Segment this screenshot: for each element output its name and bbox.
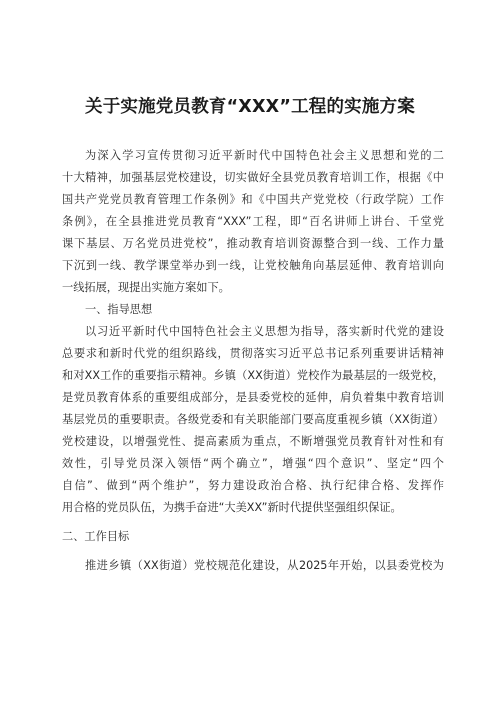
- paragraph-line: 以习近平新时代中国特色社会主义思想为指导，落实新时代党的建设: [85, 325, 444, 338]
- paragraph-line: 课下基层、万名党员进党校”，推动教育培训资源整合到一线、工作力量: [62, 237, 444, 250]
- paragraph-line: 自信”、做到“两个维护”，努力建设政治合格、执行纪律合格、发挥作: [62, 479, 444, 492]
- paragraph-line: 是党员教育体系的重要组成部分，是县委党校的延伸，肩负着集中教育培训: [62, 391, 444, 404]
- paragraph-line: 总要求和新时代党的组织路线，贯彻落实习近平总书记系列重要讲话精神: [62, 347, 444, 360]
- paragraph-line: 一线拓展，现提出实施方案如下。: [62, 281, 230, 294]
- section-heading: 二、工作目标: [62, 530, 130, 543]
- paragraph-line: 基层党员的重要职责。各级党委和有关职能部门要高度重视乡镇（XX街道）: [62, 413, 444, 426]
- paragraph-line: 推进乡镇（XX街道）党校规范化建设，从2025年开始，以县委党校为: [85, 559, 444, 572]
- paragraph-line: 为深入学习宣传贯彻习近平新时代中国特色社会主义思想和党的二: [85, 149, 444, 162]
- document-title: 关于实施党员教育“XXX”工程的实施方案: [85, 97, 415, 117]
- paragraph-line: 效性，引导党员深入领悟“两个确立”，增强“四个意识”、坚定“四个: [62, 457, 444, 470]
- paragraph-line: 下沉到一线、教学课堂举办到一线，让党校触角向基层延伸、教育培训向: [62, 259, 444, 272]
- paragraph-line: 用合格的党员队伍，为携手奋进“大美XX”新时代提供坚强组织保证。: [62, 501, 402, 514]
- section-heading: 一、指导思想: [85, 303, 153, 316]
- paragraph-line: 党校建设，以增强党性、提高素质为重点，不断增强党员教育针对性和有: [62, 435, 444, 448]
- document-body: [62, 145, 444, 577]
- paragraph-line: 国共产党党员教育管理工作条例》和《中国共产党党校（行政学院）工作: [62, 193, 444, 206]
- paragraph-line: 和对XX工作的重要指示精神。乡镇（XX街道）党校作为最基层的一级党校，: [62, 369, 444, 382]
- paragraph-line: 十大精神，加强基层党校建设，切实做好全县党员教育培训工作，根据《中: [62, 171, 444, 184]
- paragraph-line: 条例》，在全县推进党员教育“XXX”工程，即“百名讲师上讲台、千堂党: [62, 215, 444, 228]
